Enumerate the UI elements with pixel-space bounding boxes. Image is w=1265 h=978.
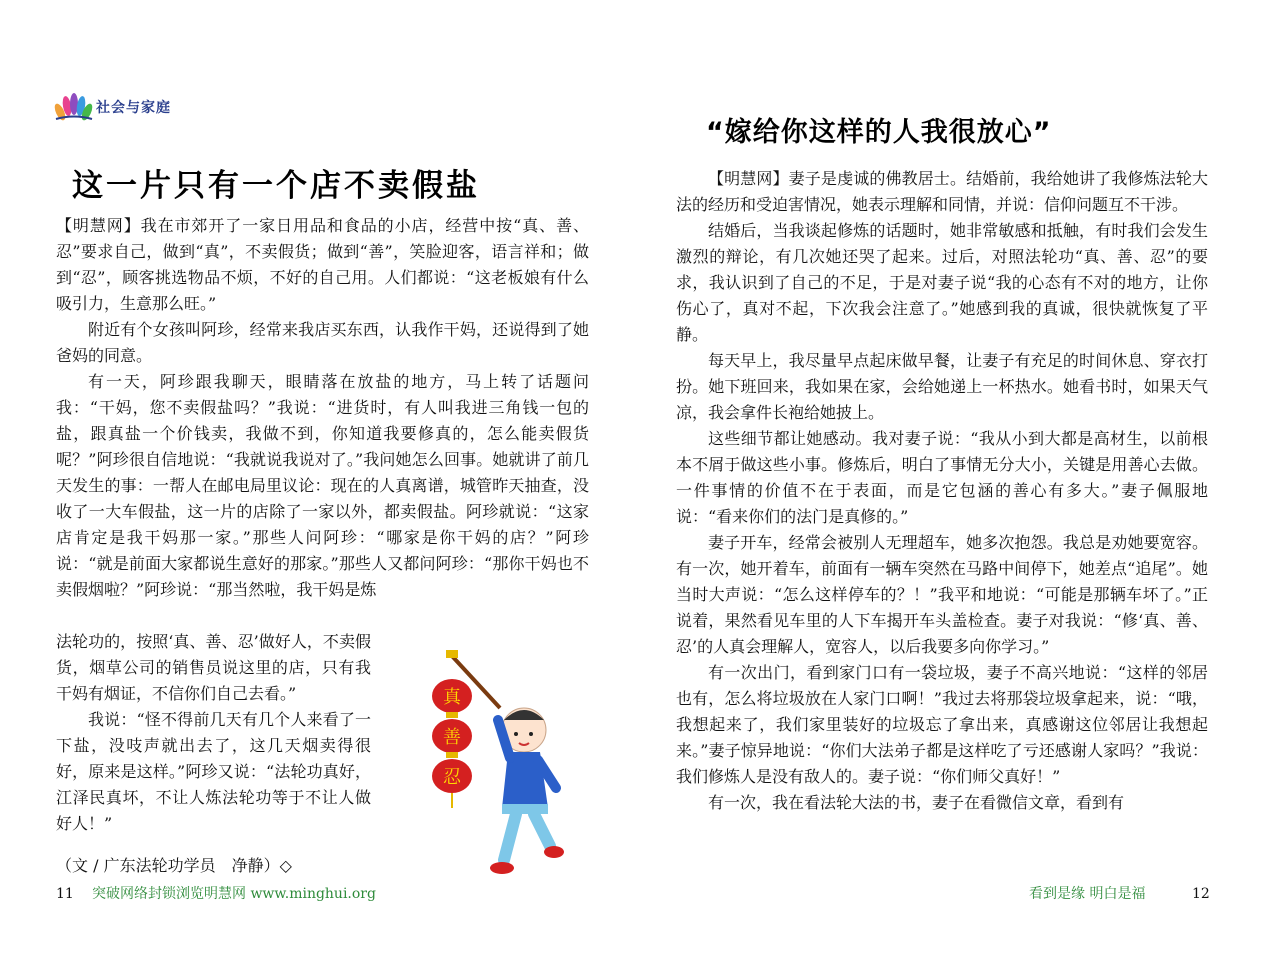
paragraph: 【明慧网】我在市郊开了一家日用品和食品的小店，经营中按“真、善、忍”要求自己，做到“真”，不卖假货；做到“善”，笑脸迎客，语言祥和；做到“忍”，顾客挑选物品不烦，不好的自己用。人们都说：“这老板娘有什么吸引力，生意那么旺。”: [56, 216, 589, 313]
paragraph: 附近有个女孩叫阿珍，经常来我店买东西，认我作干妈，还说得到了她爸妈的同意。: [56, 320, 589, 365]
page-number: 11: [56, 886, 74, 902]
lantern-icon: [432, 679, 472, 713]
article-body: [56, 213, 589, 603]
section-brand: [54, 92, 171, 122]
footer-text: 突破网络封锁浏览明慧网 www.minghui.org: [92, 886, 376, 902]
footer-text: 看到是缘 明白是福: [1029, 886, 1146, 902]
lantern-char: 善: [443, 727, 461, 748]
lantern-char: 忍: [443, 767, 461, 788]
child-with-lantern-illustration: [420, 648, 570, 888]
paragraph: 法轮功的，按照‘真、善、忍’做好人，不卖假货，烟草公司的销售员说这里的店，只有我干妈有烟证，不信你们自己去看。”: [56, 632, 371, 703]
paragraph: 每天早上，我尽量早点起床做早餐，让妻子有充足的时间休息、穿衣打扮。她下班回来，我如果在家，会给她递上一杯热水。她看书时，如果天气凉，我会拿件长袍给她披上。: [676, 351, 1208, 422]
paragraph: 有一次出门，看到家门口有一袋垃圾，妻子不高兴地说：“这样的邻居也有，怎么将垃圾放在人家门口啊！”我过去将那袋垃圾拿起来，说：“哦，我想起来了，我们家里装好的垃圾忘了拿出来，真感谢这位邻居让我想起来。”妻子惊异地说：“你们大法弟子都是这样吃了亏还感谢人家吗？”我说：我们修炼人是没有敌人的。妻子说：“你们师父真好！”: [676, 663, 1208, 786]
lantern-icon: [432, 719, 472, 753]
paragraph: 有一天，阿珍跟我聊天，眼睛落在放盐的地方，马上转了话题问我：“干妈，您不卖假盐吗？”我说：“进货时，有人叫我进三角钱一包的盐，跟真盐一个价钱卖，我做不到，你知道我要修真的，怎么能卖假货呢？”阿珍很自信地说：“我就说我说对了。”我问她怎么回事。她就讲了前几天发生的事：一帮人在邮电局里议论：现在的人真离谱，城管昨天抽查，没收了一大车假盐，这一片的店除了一家以外，都卖假盐。阿珍就说：“这家店肯定是我干妈那一家。”那些人问阿珍：“哪家是你干妈的店？”阿珍说：“就是前面大家都说生意好的那家。”那些人又都问阿珍：“那你干妈也不卖假烟啦？”阿珍说：“那当然啦，我干妈是炼: [56, 372, 589, 599]
byline: （文 / 广东法轮功学员 净静）◇: [56, 856, 292, 875]
page-number: 12: [1192, 886, 1210, 902]
paragraph: 妻子开车，经常会被别人无理超车，她多次抱怨。我总是劝她要宽容。有一次，她开着车，前面有一辆车突然在马路中间停下，她差点“追尾”。她当时大声说：“怎么这样停车的？！”我平和地说：“可能是那辆车坏了。”正说着，果然看见车里的人下车揭开车头盖检查。妻子对我说：“修‘真、善、忍’的人真会理解人，宽容人，以后我要多向你学习。”: [676, 533, 1208, 656]
paragraph: 我说：“怪不得前几天有几个人来看了一下盐，没吱声就出去了，这几天烟卖得很好，原来是这样。”阿珍又说：“法轮功真好，江泽民真坏，不让人炼法轮功等于不让人做好人！”: [56, 710, 371, 833]
paragraph: 【明慧网】妻子是虔诚的佛教居士。结婚前，我给她讲了我修炼法轮大法的经历和受迫害情况，她表示理解和同情，并说：信仰问题互不干涉。: [676, 169, 1208, 214]
lantern-char: 真: [443, 687, 461, 708]
right-page: [632, 0, 1265, 978]
section-label: 社会与家庭: [96, 100, 171, 116]
lantern-icon: [432, 759, 472, 793]
article-title: “嫁给你这样的人我很放心”: [706, 117, 1052, 148]
paragraph: 这些细节都让她感动。我对妻子说：“我从小到大都是高材生，以前根本不屑于做这些小事。修炼后，明白了事情无分大小，关键是用善心去做。一件事情的价值不在于表面，而是它包涵的善心有多大。”妻子佩服地说：“看来你们的法门是真修的。”: [676, 429, 1208, 526]
article-body-wrapped: [56, 629, 371, 837]
article-title: 这一片只有一个店不卖假盐: [72, 168, 480, 204]
paragraph: 有一次，我在看法轮大法的书，妻子在看微信文章，看到有: [708, 793, 1125, 812]
flower-logo-icon: [54, 92, 94, 122]
paragraph: 结婚后，当我谈起修炼的话题时，她非常敏感和抵触，有时我们会发生激烈的辩论，有几次她还哭了起来。过后，对照法轮功“真、善、忍”的要求，我认识到了自己的不足，于是对妻子说“我的心态有不对的地方，让你伤心了，真对不起，下次我会注意了。”她感到我的真诚，很快就恢复了平静。: [676, 221, 1208, 344]
article-body: [676, 166, 1208, 816]
left-page: [0, 0, 632, 978]
